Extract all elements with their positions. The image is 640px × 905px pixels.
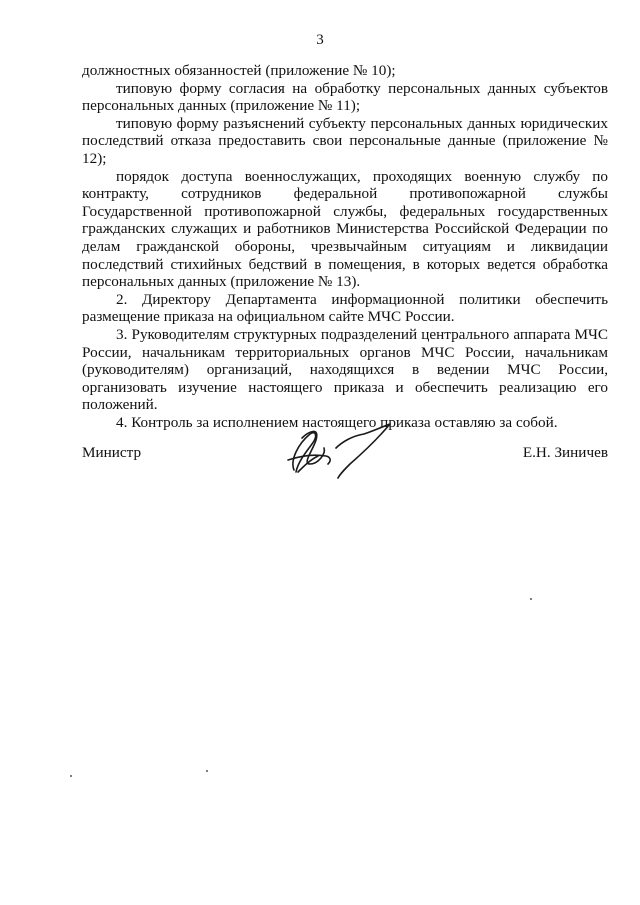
page-number: 3 [316, 32, 324, 48]
document-body [82, 62, 608, 431]
paragraph: типовую форму согласия на обработку персональных данных субъектов персональных данных (приложение № 11); [82, 79, 608, 115]
signature-block [82, 420, 608, 490]
scan-speck [206, 770, 208, 772]
paragraph: 2. Директору Департамента информационной политики обеспечить размещение приказа на официальном сайте МЧС России. [82, 290, 608, 326]
signatory-name: Е.Н. Зиничев [522, 444, 608, 461]
paragraph: порядок доступа военнослужащих, проходящих военную службу по контракту, сотрудников федеральной противопожарной службы Государственной противопожарной службы, федеральных государственных гражданских служащих и работников Министерства Российской Федерации по делам гражданской обороны, чрезвычайным ситуациям и ликвидации последствий стихийных бедствий в помещения, в которых ведется обработка персональных данных (приложение № 13). [82, 167, 608, 291]
paragraph: должностных обязанностей (приложение № 10); [82, 62, 396, 79]
scan-speck [530, 598, 532, 600]
scan-speck [70, 775, 72, 777]
paragraph: типовую форму разъяснений субъекту персональных данных юридических последствий отказа предоставить свои персональные данные (приложение № 12); [82, 114, 608, 167]
handwritten-signature-icon [280, 420, 400, 482]
paragraph: 4. Контроль за исполнением настоящего приказа оставляю за собой. [116, 413, 558, 431]
signatory-title: Министр [82, 444, 142, 461]
paragraph: 3. Руководителям структурных подразделений центрального аппарата МЧС России, начальникам территориальных органов МЧС России, начальникам (руководителям) организаций, находящихся в ведении МЧС России, организовать изучение настоящего приказа и обеспечить реализацию его положений. [82, 325, 608, 414]
